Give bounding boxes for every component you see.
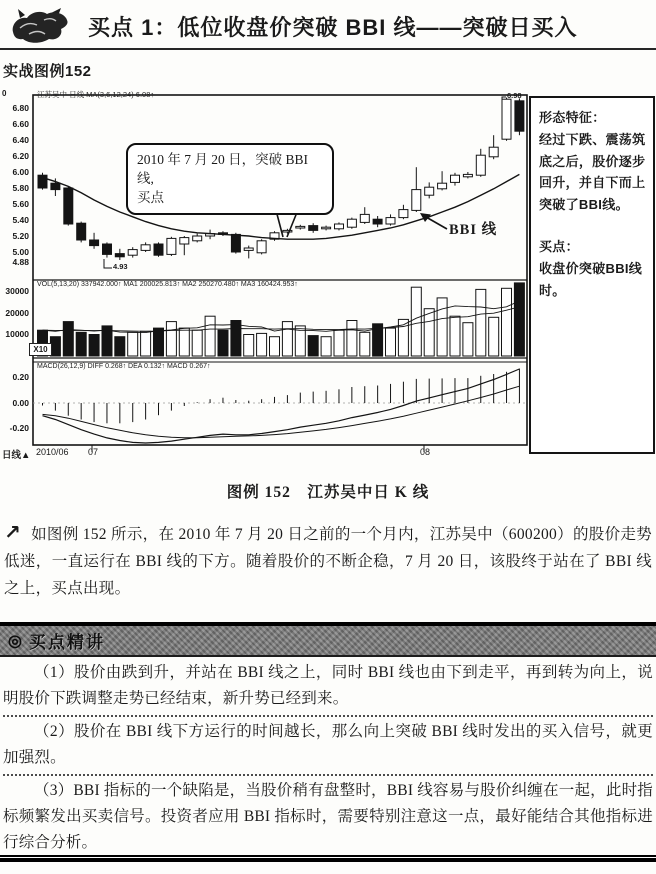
page-title: 买点 1：低位收盘价突破 BBI 线——突破日买入 [88, 14, 578, 40]
figure-caption: 图例 152 江苏吴中日 K 线 [226, 484, 430, 501]
volume-ma5-line [43, 301, 520, 333]
macd-tick: -0.20 [9, 423, 29, 433]
intro-paragraph [0, 519, 656, 602]
volume-tick: 20000 [5, 308, 29, 318]
price-tick: 6.40 [12, 135, 29, 145]
bull-icon [4, 6, 74, 46]
dotted-divider [3, 715, 653, 717]
price-tick: 6.20 [12, 151, 29, 161]
buypoint-text: 收盘价突破BBI线时。 [539, 261, 643, 298]
point-3: （3）BBI 指标的一个缺陷是，当股价稍有盘整时，BBI 线容易与股价纠缠在一起，此时指标频繁发出买卖信号。投资者应用 BBI 指标时，需要特别注意这一点，最好能结合其他指标进行综合分析。 [3, 782, 653, 851]
price-tick: 5.20 [12, 231, 29, 241]
page-bottom-rule [0, 857, 656, 862]
price-tick: 6.80 [12, 103, 29, 113]
axis-period-label: 日线▲ [2, 450, 31, 461]
chart-corner-label: 0 [2, 89, 7, 98]
low-price-label: 4.93 [113, 262, 128, 271]
macd-tick: 0.00 [12, 398, 29, 408]
macd-tick: 0.20 [12, 372, 29, 382]
low-label-line [104, 259, 112, 268]
bullseye-icon: ◎ [8, 632, 22, 650]
intro-text: 如图例 152 所示，在 2010 年 7 月 20 日之前的一个月内，江苏吴中（600200）的股价走势低迷，一直运行在 BBI 线的下方。随着股价的不断企稳，7 月 20 日，该股终于站在了 BBI 线之上，买点出现。 [4, 526, 652, 597]
price-tick: 6.60 [12, 119, 29, 129]
volume-bars-layer [38, 283, 525, 356]
header-divider [0, 48, 656, 50]
chart-title-bar: 江苏吴中 日线 MA(3,6,12,24) 6.08↑ [37, 90, 155, 99]
point-1: （1）股价由跌到升，并站在 BBI 线之上，同时 BBI 线也由下到走平，再到转为向上，说明股价下跌调整走势已经结束，新升势已经到来。 [3, 664, 653, 707]
section-header-bar [0, 622, 656, 657]
high-price-label: 6.98 [507, 91, 522, 100]
volume-title-bar: VOL(5,13,20) 337942.000↑ MA1 200025.813↑ MA2 250270.480↑ MA3 160424.953↑ [37, 281, 298, 288]
kline-chart [0, 88, 530, 462]
axis-date-label: 07 [88, 447, 99, 457]
macd-title-bar: MACD(26,12,9) DIFF 0.268↑ DEA 0.132↑ MACD 0.267↑ [37, 363, 211, 370]
figure-152 [0, 88, 656, 462]
volume-ma13-line [43, 307, 520, 332]
pointer-arrow-icon: ↗ [4, 520, 22, 544]
pattern-title: 形态特征： [539, 110, 606, 125]
page-header [0, 6, 656, 46]
volume-multiplier-badge: X10 [29, 343, 52, 356]
volume-tick: 30000 [5, 286, 29, 296]
point-2: （2）股价在 BBI 线下方运行的时间越长，那么向上突破 BBI 线时发出的买入信号，就更加强烈。 [3, 723, 653, 766]
explain-points [0, 660, 656, 856]
axis-date-label: 2010/06 [36, 447, 69, 457]
example-label: 实战图例152 [3, 63, 92, 80]
macd-histogram-layer [43, 369, 520, 424]
price-tick: 5.00 [12, 247, 29, 257]
axis-date-label: 08 [420, 447, 431, 457]
callout-line1: 2010 年 7 月 20 日，突破 BBI 线, [137, 152, 309, 186]
bbi-line-label: BBI 线 [449, 222, 498, 238]
price-tick: 5.80 [12, 183, 29, 193]
breakout-callout [126, 143, 334, 215]
buypoint-title: 买点： [539, 239, 579, 255]
pattern-text: 经过下跌、震荡筑底之后，股价逐步回升，并自下而上突破了BBI线。 [539, 131, 646, 213]
price-tick: 5.40 [12, 215, 29, 225]
price-tick: 5.60 [12, 199, 29, 209]
callout-line2: 买点 [137, 190, 164, 205]
price-tick: 6.00 [12, 167, 29, 177]
dotted-divider [3, 774, 653, 776]
volume-tick: 10000 [5, 329, 29, 339]
pattern-sidebar [529, 96, 655, 454]
section-header-label: 买点精讲 [28, 633, 105, 652]
price-tick: 4.88 [12, 257, 29, 267]
